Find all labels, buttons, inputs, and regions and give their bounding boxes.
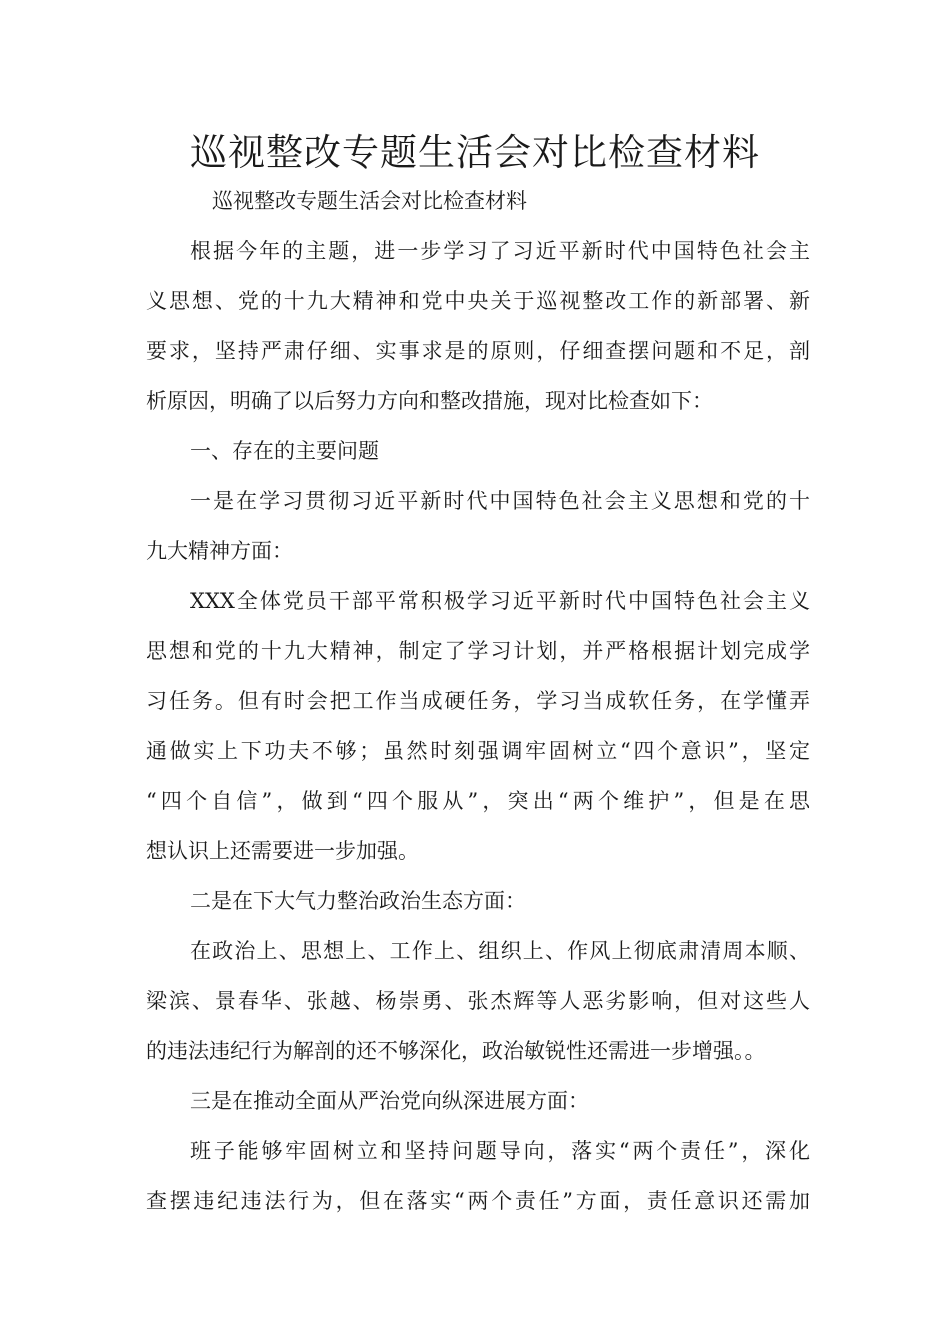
body-line: 巡视整改专题生活会对比检查材料 [212,189,527,213]
body-line: 的违法违纪行为解剖的还不够深化，政治敏锐性还需进一步增强。。 [146,1039,766,1063]
body-line: 通做实上下功夫不够；虽然时刻强调牢固树立“四个意识”，坚定 [146,739,810,763]
body-line: 想认识上还需要进一步加强。 [146,839,419,863]
body-line: 在政治上、思想上、工作上、组织上、作风上彻底肃清周本顺、 [190,939,810,963]
document-title: 巡视整改专题生活会对比检查材料 [190,131,760,174]
body-line: 思想和党的十九大精神，制定了学习计划，并严格根据计划完成学 [146,639,810,663]
body-line: 三是在推动全面从严治党向纵深进展方面： [190,1089,589,1113]
body-line: “四个自信”，做到“四个服从”，突出“两个维护”，但是在思 [146,789,810,813]
body-line: 根据今年的主题，进一步学习了习近平新时代中国特色社会主 [190,239,810,263]
section-heading: 一、存在的主要问题 [190,439,379,463]
body-line: XXX全体党员干部平常积极学习近平新时代中国特色社会主义 [190,589,810,613]
body-line: 班子能够牢固树立和坚持问题导向，落实“两个责任”，深化 [190,1139,810,1163]
body-line: 梁滨、景春华、张越、杨崇勇、张杰辉等人恶劣影响，但对这些人 [146,989,810,1013]
body-line: 要求，坚持严肃仔细、实事求是的原则，仔细查摆问题和不足，剖 [146,339,810,363]
document-body [146,176,810,1226]
body-line: 二是在下大气力整治政治生态方面： [190,889,526,913]
body-line: 习任务。但有时会把工作当成硬任务，学习当成软任务，在学懂弄 [146,689,810,713]
body-line: 查摆违纪违法行为，但在落实“两个责任”方面，责任意识还需加 [146,1189,810,1213]
body-line: 一是在学习贯彻习近平新时代中国特色社会主义思想和党的十 [190,489,810,513]
body-line: 析原因，明确了以后努力方向和整改措施，现对比检查如下： [146,389,713,413]
body-line: 九大精神方面： [146,539,293,563]
body-line: 义思想、党的十九大精神和党中央关于巡视整改工作的新部署、新 [146,289,810,313]
